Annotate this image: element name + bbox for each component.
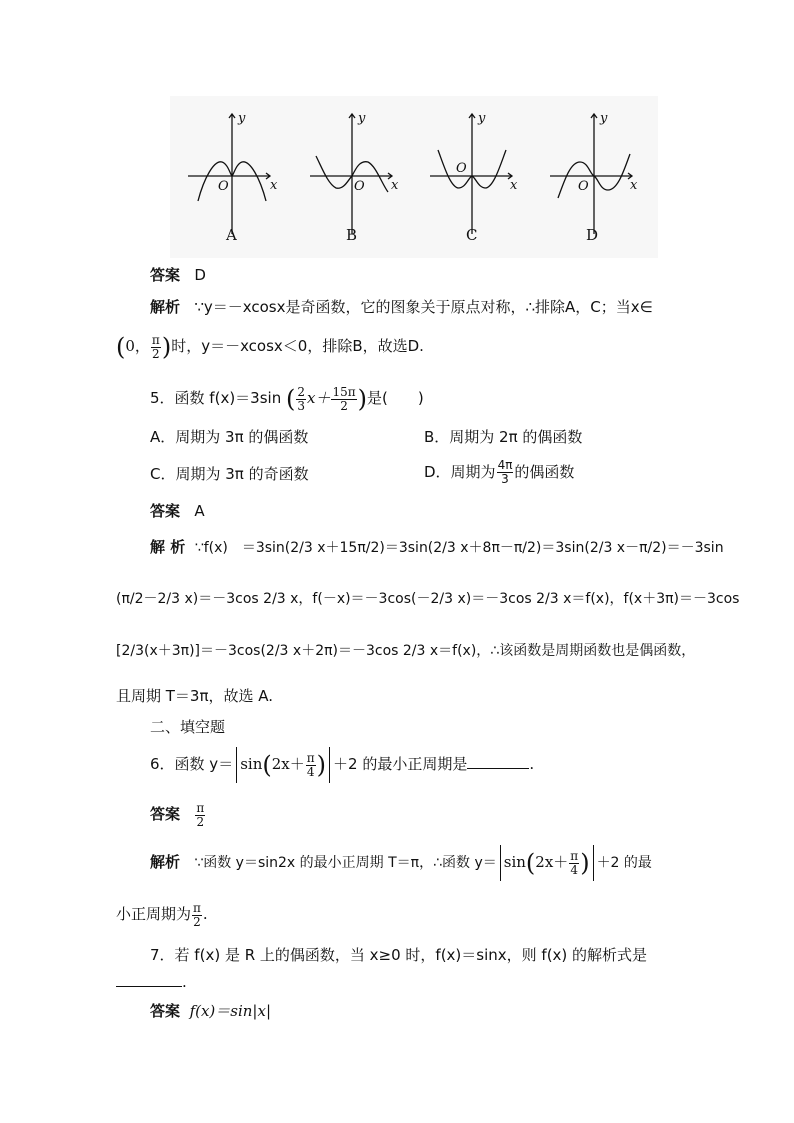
graph-b-x-label: x	[391, 178, 399, 193]
graph-c-x-label: x	[510, 178, 518, 193]
analysis-5-line-4: 且周期 T＝3π，故选 A.	[116, 687, 274, 705]
question-6-stem: 6．函数 y＝ sin(2x＋ $\frac{\pi}{4}$ ) ＋2 的最小正周期是 .	[150, 745, 534, 784]
fraction: $\frac{4\pi}{3}$	[497, 458, 513, 486]
fraction: $\frac{\pi}{2}$	[193, 900, 201, 929]
analysis-label: 解析	[150, 298, 181, 316]
option-a: A．周期为 3π 的偶函数	[150, 428, 309, 446]
graph-d-x-label: x	[630, 178, 638, 193]
answer-blank	[116, 972, 182, 987]
analysis-5-line-3: [2/3(x＋3π)]＝－3cos(2/3 x＋2π)＝－3cos 2/3 x＝f(x)，∴该函数是周期函数也是偶函数，	[116, 643, 696, 659]
graph-b	[310, 114, 392, 234]
analysis-4-line-1: 解析 ∵y＝－xcosx是奇函数，它的图象关于原点对称，∴排除A，C；当x∈	[150, 298, 653, 316]
option-d: D．周期为 $\frac{4\pi}{3}$ 的偶函数	[424, 458, 575, 486]
graph-d-origin: O	[578, 179, 589, 194]
graph-c-y-label: y	[478, 111, 486, 126]
analysis-4-line-2: (0， $\frac{\pi}{2}$ )时，y＝－xcosx＜0，排除B，故选D.	[116, 332, 424, 361]
answer-6	[150, 797, 206, 831]
answer-label: 答案	[150, 266, 181, 284]
graph-b-origin: O	[354, 179, 365, 194]
question-5-stem: 5．函数 f(x)＝3sin ( $\frac{2}{3}$ x＋ $\frac{15\pi}{2}$ )是( )	[150, 384, 424, 413]
graph-d-y-label: y	[600, 111, 608, 126]
analysis-5-line-2: (π/2－2/3 x)＝－3cos 2/3 x，f(－x)＝－3cos(－2/3 x)＝－3cos 2/3 x＝f(x)，f(x＋3π)＝－3cos	[116, 591, 740, 607]
function-graphs-figure	[170, 96, 658, 258]
graph-a	[188, 114, 270, 234]
graph-a-origin: O	[218, 179, 229, 194]
fraction: $\frac{\pi}{4}$	[570, 848, 579, 877]
question-7-blank: .	[116, 972, 187, 991]
analysis-label: 解 析	[150, 538, 186, 556]
graphs-svg	[170, 96, 658, 258]
analysis-5-line-1: 解 析 ∵f(x) ＝3sin(2/3 x＋15π/2)＝3sin(2/3 x＋8π－π/2)＝3sin(2/3 x－π/2)＝－3sin	[150, 538, 724, 556]
answer-label: 答案	[150, 1002, 181, 1020]
fraction: $\frac{2}{3}$	[297, 384, 306, 413]
option-c: C．周期为 3π 的奇函数	[150, 465, 309, 483]
option-b: B．周期为 2π 的偶函数	[424, 428, 583, 446]
graph-label-a: A	[226, 226, 237, 244]
answer-label: 答案	[150, 502, 181, 520]
analysis-label: 解析	[150, 853, 181, 871]
section-title: 二、填空题	[150, 718, 226, 736]
answer-label: 答案	[150, 805, 181, 823]
answer-value: A	[194, 502, 205, 520]
graph-c-origin: O	[456, 161, 467, 176]
graph-label-d: D	[586, 226, 599, 244]
fraction: $\frac{15\pi}{2}$	[332, 384, 356, 413]
question-7-stem: 7．若 f(x) 是 R 上的偶函数，当 x≥0 时，f(x)＝sinx，则 f(x) 的解析式是	[150, 946, 648, 964]
graph-label-b: B	[346, 226, 358, 244]
graph-c	[430, 114, 512, 234]
analysis-6-line-2: 小正周期为 $\frac{\pi}{2}$ .	[116, 900, 208, 929]
graph-a-y-label: y	[238, 111, 246, 126]
graph-label-c: C	[466, 226, 478, 244]
graph-d	[550, 114, 632, 234]
graph-b-y-label: y	[358, 111, 366, 126]
answer-7	[150, 1002, 271, 1020]
analysis-6-line-1: 解析 ∵函数 y＝sin2x 的最小正周期 T＝π，∴函数 y＝ sin(2x＋ $\frac{\pi}{4}$ ) ＋2 的最	[150, 843, 652, 882]
answer-5	[150, 502, 205, 520]
answer-4	[150, 266, 206, 284]
fraction: $\frac{\pi}{2}$	[151, 332, 160, 361]
answer-blank	[467, 754, 529, 769]
answer-value: f(x)＝sin|x|	[189, 1002, 272, 1020]
fraction: $\frac{\pi}{2}$	[196, 800, 205, 829]
answer-value: D	[194, 266, 206, 284]
fraction: $\frac{\pi}{4}$	[306, 750, 315, 779]
graph-a-x-label: x	[270, 178, 278, 193]
